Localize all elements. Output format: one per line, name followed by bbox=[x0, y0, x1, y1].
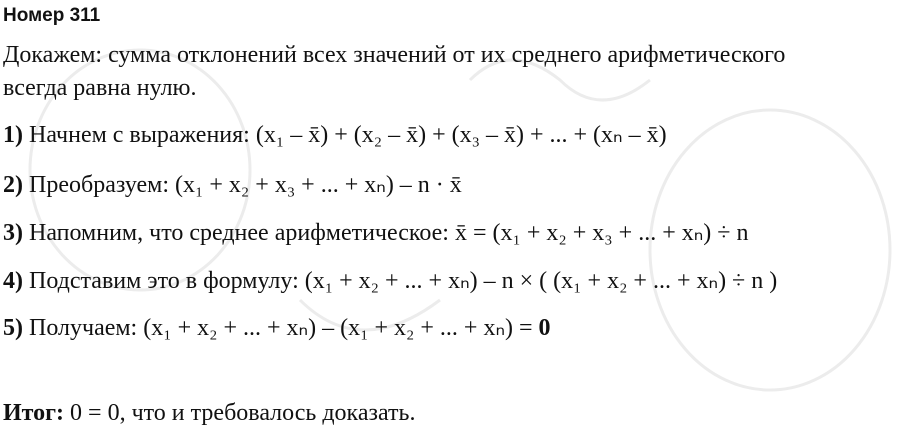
step-number: 2) bbox=[3, 172, 23, 198]
step-text: Напомним, что среднее арифметическое: x̄ = (x₁ + x₂ + x₃ + ... + xₙ) ÷ n bbox=[29, 220, 749, 246]
step-3 bbox=[3, 218, 748, 248]
step-1 bbox=[3, 120, 667, 150]
step-text: Начнем с выражения: (x₁ – x̄) + (x₂ – x̄) + (x₃ – x̄) + ... + (xₙ – x̄) bbox=[29, 122, 667, 148]
intro-line-2: всегда равна нулю. bbox=[3, 75, 197, 101]
problem-title: Номер 311 bbox=[3, 5, 101, 26]
step-2 bbox=[3, 170, 462, 200]
conclusion bbox=[3, 398, 415, 428]
step-result: 0 bbox=[538, 315, 551, 341]
step-5 bbox=[3, 313, 551, 343]
step-number: 5) bbox=[3, 315, 23, 341]
step-text: Получаем: (x₁ + x₂ + ... + xₙ) – (x₁ + x₂ + ... + xₙ) = bbox=[29, 315, 533, 341]
conclusion-label: Итог: bbox=[3, 400, 65, 426]
step-text: Подставим это в формулу: (x₁ + x₂ + ... + xₙ) – n × ( (x₁ + x₂ + ... + xₙ) ÷ n ) bbox=[29, 268, 778, 294]
step-text: Преобразуем: (x₁ + x₂ + x₃ + ... + xₙ) – n · x̄ bbox=[29, 172, 462, 198]
conclusion-text: 0 = 0, что и требовалось доказать. bbox=[70, 400, 416, 426]
intro-line-1: Докажем: сумма отклонений всех значений от их среднего арифметического bbox=[3, 42, 786, 68]
step-number: 1) bbox=[3, 122, 23, 148]
step-4 bbox=[3, 266, 777, 296]
step-number: 3) bbox=[3, 220, 23, 246]
step-number: 4) bbox=[3, 268, 23, 294]
